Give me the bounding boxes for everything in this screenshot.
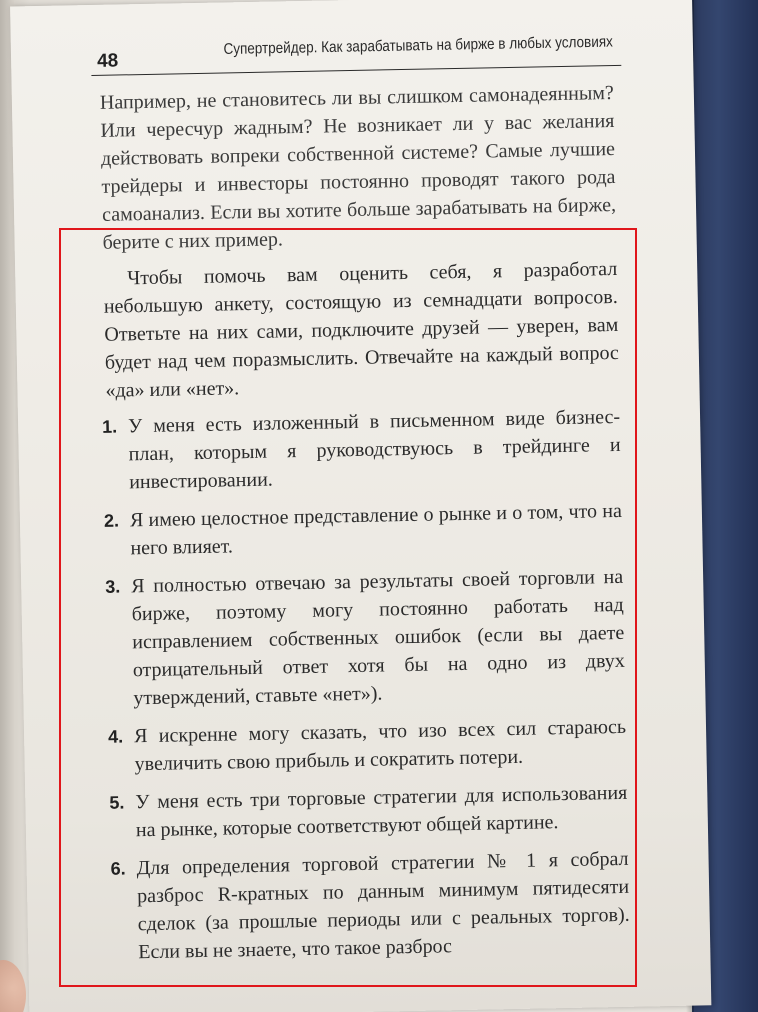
- finger-tip: [0, 960, 26, 1012]
- question-list: [101, 403, 631, 967]
- item-number: 3.: [105, 576, 121, 597]
- item-number: 6.: [110, 858, 126, 879]
- item-text: Для определения торговой стратегии № 1 я собрал разброс R-кратных по данным минимум пятидесяти сделок (за прошлые периоды или с реальных торгов). Если вы не знаете, что такое разброс: [136, 847, 630, 964]
- list-item: [103, 497, 623, 563]
- book-page: [10, 0, 711, 1012]
- paragraph-questionnaire: Чтобы помочь вам оценить себя, я разработал небольшую анкету, состоящую из семнадцати вопросов. Ответьте на них сами, подключите друзей — уверен, вам будет над чем поразмыслить. Отвечайте на каждый вопрос «да» или «нет».: [103, 257, 620, 402]
- page-number: 48: [96, 50, 119, 72]
- paragraph-intro: Например, не становитесь ли вы слишком самонадеянным? Или чересчур жадным? Не возникает ли у вас желания действовать вопреки собственной системе? Самые лучшие трейдеры и инвесторы постоянно проводят такого рода самоанализ. Если вы хотите больше зарабатывать на бирже, берите с них пример.: [99, 81, 617, 254]
- item-text: У меня есть изложенный в письменном виде бизнес-план, которым я руководствуюсь в трейдинге и инвестировании.: [127, 405, 621, 494]
- page-body: [100, 79, 631, 977]
- item-text: У меня есть три торговые стратегии для использования на рынке, которые соответствуют общей картине.: [135, 781, 628, 842]
- list-item: [105, 563, 626, 713]
- item-text: Я полностью отвечаю за результаты своей торговли на бирже, поэтому могу постоянно работать над исправлением собственных ошибок (если вы даете отрицательный ответ хотя бы на одно из двух утверждений, ставьте «нет»).: [131, 565, 625, 710]
- item-text: Я имею целостное представление о рынке и о том, что на него влияет.: [129, 499, 623, 560]
- item-number: 2.: [103, 510, 120, 531]
- item-number: 4.: [107, 726, 124, 747]
- list-item: [101, 403, 622, 497]
- item-number: 1.: [101, 416, 118, 437]
- list-item: [107, 713, 627, 779]
- page-header: [91, 31, 622, 76]
- item-text: Я искренне могу сказать, что изо всех сил стараюсь увеличить свою прибыль и сократить потери.: [133, 715, 627, 776]
- list-item: [110, 845, 630, 967]
- item-number: 5.: [109, 792, 125, 813]
- list-item: [109, 779, 628, 845]
- running-head: Супертрейдер. Как зарабатывать на бирже в любых условиях: [223, 32, 614, 58]
